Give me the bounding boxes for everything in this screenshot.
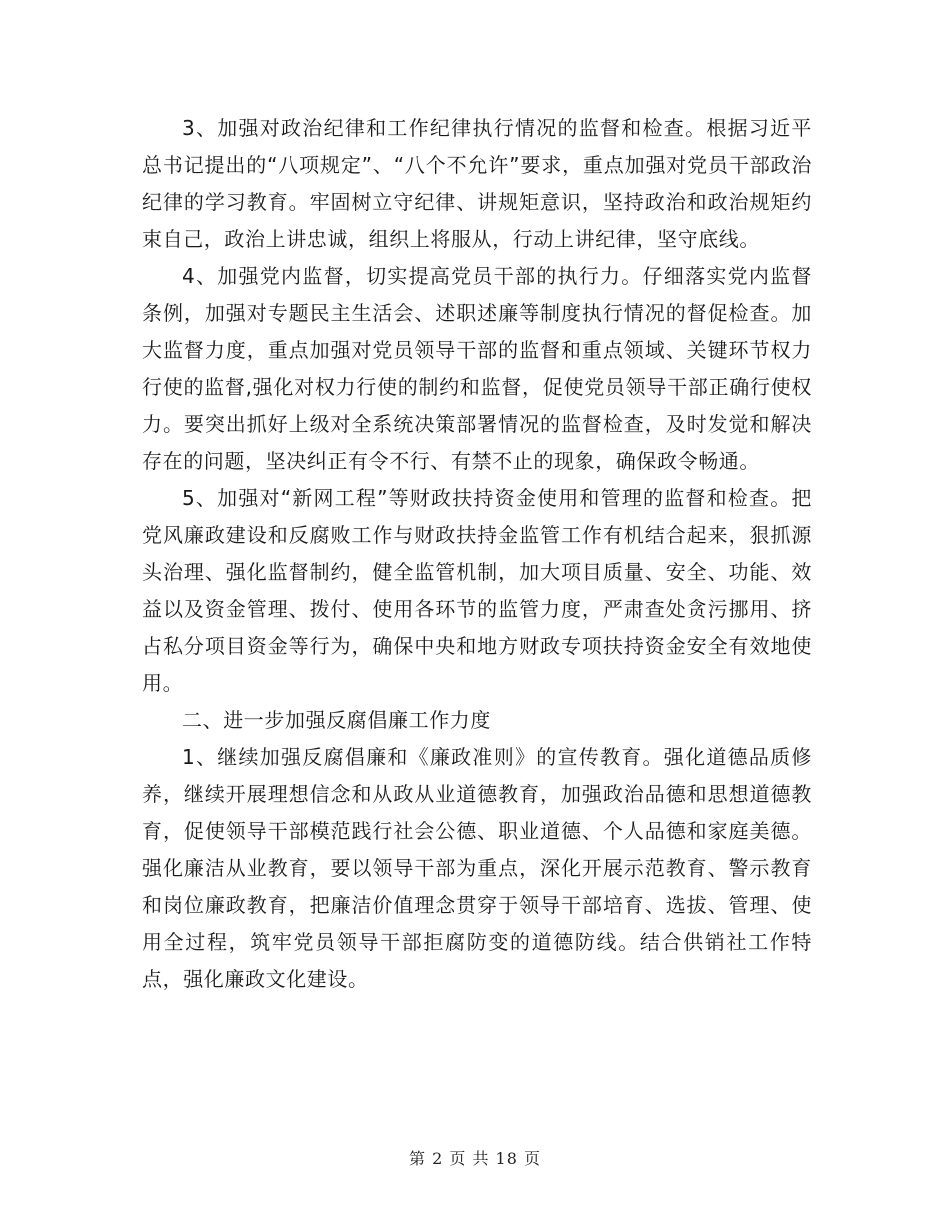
document-body — [142, 110, 812, 998]
footer-middle: 页 共 — [449, 1149, 490, 1168]
footer-suffix: 页 — [524, 1149, 542, 1168]
total-pages-number: 18 — [495, 1149, 518, 1168]
section-heading: 二、进一步加强反腐倡廉工作力度 — [182, 708, 491, 732]
footer-prefix: 第 — [408, 1149, 426, 1168]
paragraph-item-5: 5、加强对“新网工程”等财政扶持资金使用和管理的监督和检查。把党风廉政建设和反腐败工作与财政扶持金监管工作有机结合起来，狠抓源头治理、强化监督制约，健全监管机制，加大项目质量、安全、功能、效益以及资金管理、拨付、使用各环节的监管力度，严肃查处贪污挪用、挤占私分项目资金等行为，确保中央和地方财政专项扶持资金安全有效地使用。 — [142, 486, 812, 695]
paragraph-item-4: 4、加强党内监督，切实提高党员干部的执行力。仔细落实党内监督条例，加强对专题民主生活会、述职述廉等制度执行情况的督促检查。加大监督力度，重点加强对党员领导干部的监督和重点领域、关键环节权力行使的监督,强化对权力行使的制约和监督，促使党员领导干部正确行使权力。要突出抓好上级对全系统决策部署情况的监督检查，及时发觉和解决存在的问题，坚决纠正有令不行、有禁不止的现象，确保政令畅通。 — [142, 264, 812, 473]
current-page-number: 2 — [432, 1149, 444, 1168]
paragraph-item-1: 1、继续加强反腐倡廉和《廉政准则》的宣传教育。强化道德品质修养，继续开展理想信念和从政从业道德教育，加强政治品德和思想道德教育，促使领导干部模范践行社会公德、职业道德、个人品德和家庭美德。强化廉洁从业教育，要以领导干部为重点，深化开展示范教育、警示教育和岗位廉政教育，把廉洁价值理念贯穿于领导干部培育、选拔、管理、使用全过程，筑牢党员领导干部拒腐防变的道德防线。结合供销社工作特点，强化廉政文化建设。 — [142, 745, 812, 991]
page-footer — [0, 1146, 950, 1169]
paragraph-item-3: 3、加强对政治纪律和工作纪律执行情况的监督和检查。根据习近平总书记提出的“八项规定”、“八个不允许”要求，重点加强对党员干部政治纪律的学习教育。牢固树立守纪律、讲规矩意识，坚持政治和政治规矩约束自己，政治上讲忠诚，组织上将服从，行动上讲纪律，坚守底线。 — [142, 116, 812, 251]
